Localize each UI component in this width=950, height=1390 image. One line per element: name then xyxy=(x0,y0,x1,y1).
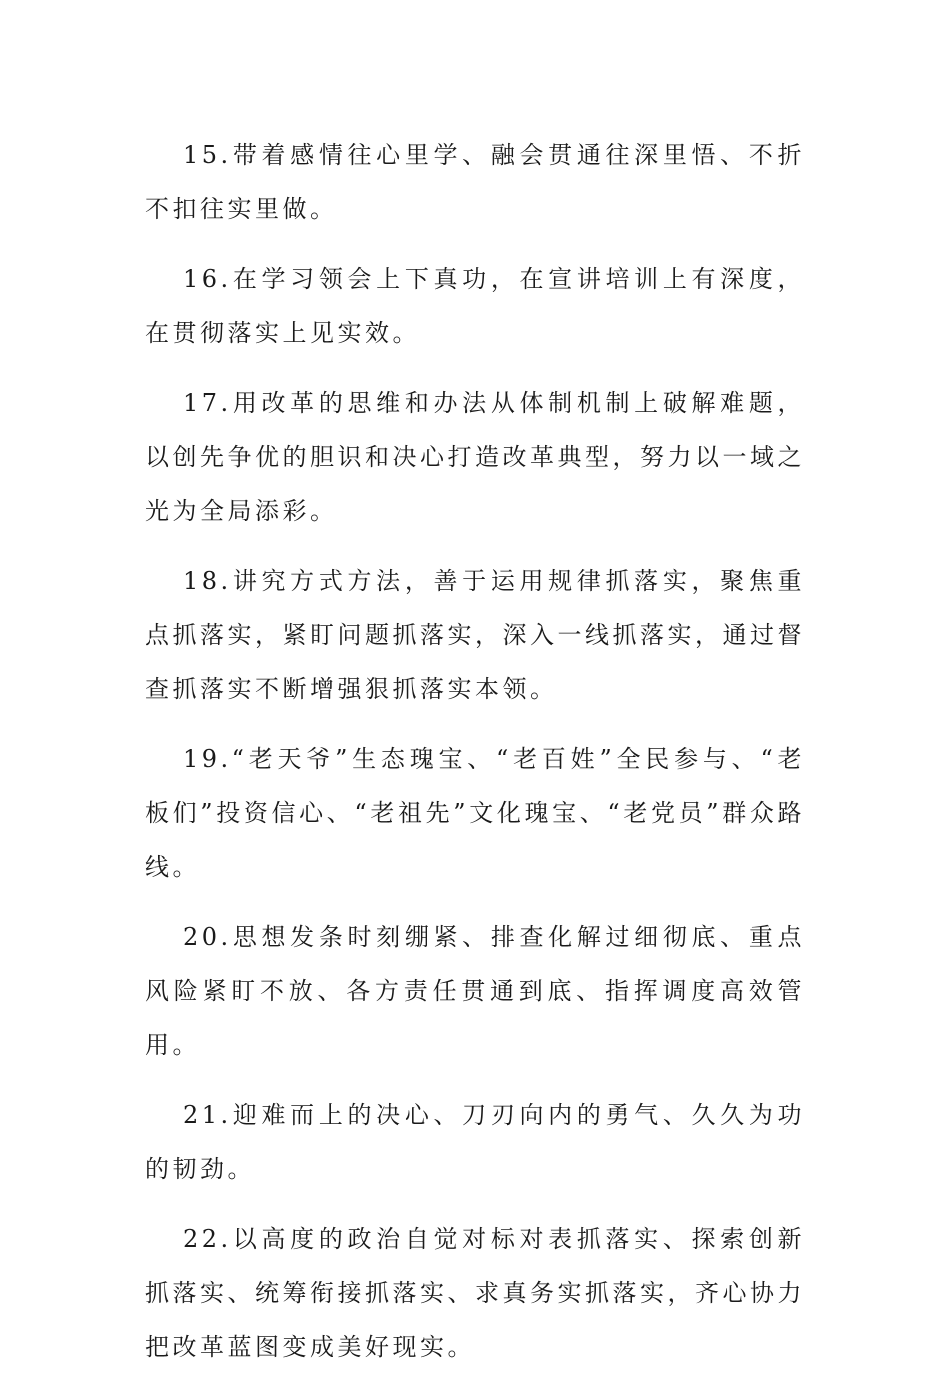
paragraph-18: 18.讲究方式方法，善于运用规律抓落实，聚焦重点抓落实，紧盯问题抓落实，深入一线抓落实，通过督查抓落实不断增强狠抓落实本领。 xyxy=(145,567,805,703)
paragraph-16: 16.在学习领会上下真功，在宣讲培训上有深度，在贯彻落实上见实效。 xyxy=(145,265,805,347)
document-body xyxy=(145,128,805,1390)
paragraph-15: 15.带着感情往心里学、融会贯通往深里悟、不折不扣往实里做。 xyxy=(145,141,805,223)
paragraph-21: 21.迎难而上的决心、刀刃向内的勇气、久久为功的韧劲。 xyxy=(145,1101,805,1183)
paragraph-22: 22.以高度的政治自觉对标对表抓落实、探索创新抓落实、统筹衔接抓落实、求真务实抓落实，齐心协力把改革蓝图变成美好现实。 xyxy=(145,1225,805,1361)
paragraph-20: 20.思想发条时刻绷紧、排查化解过细彻底、重点风险紧盯不放、各方责任贯通到底、指挥调度高效管用。 xyxy=(145,923,805,1059)
paragraph-17: 17.用改革的思维和办法从体制机制上破解难题，以创先争优的胆识和决心打造改革典型，努力以一域之光为全局添彩。 xyxy=(145,389,805,525)
paragraph-19: 19.“老天爷”生态瑰宝、“老百姓”全民参与、“老板们”投资信心、“老祖先”文化瑰宝、“老党员”群众路线。 xyxy=(145,745,805,881)
